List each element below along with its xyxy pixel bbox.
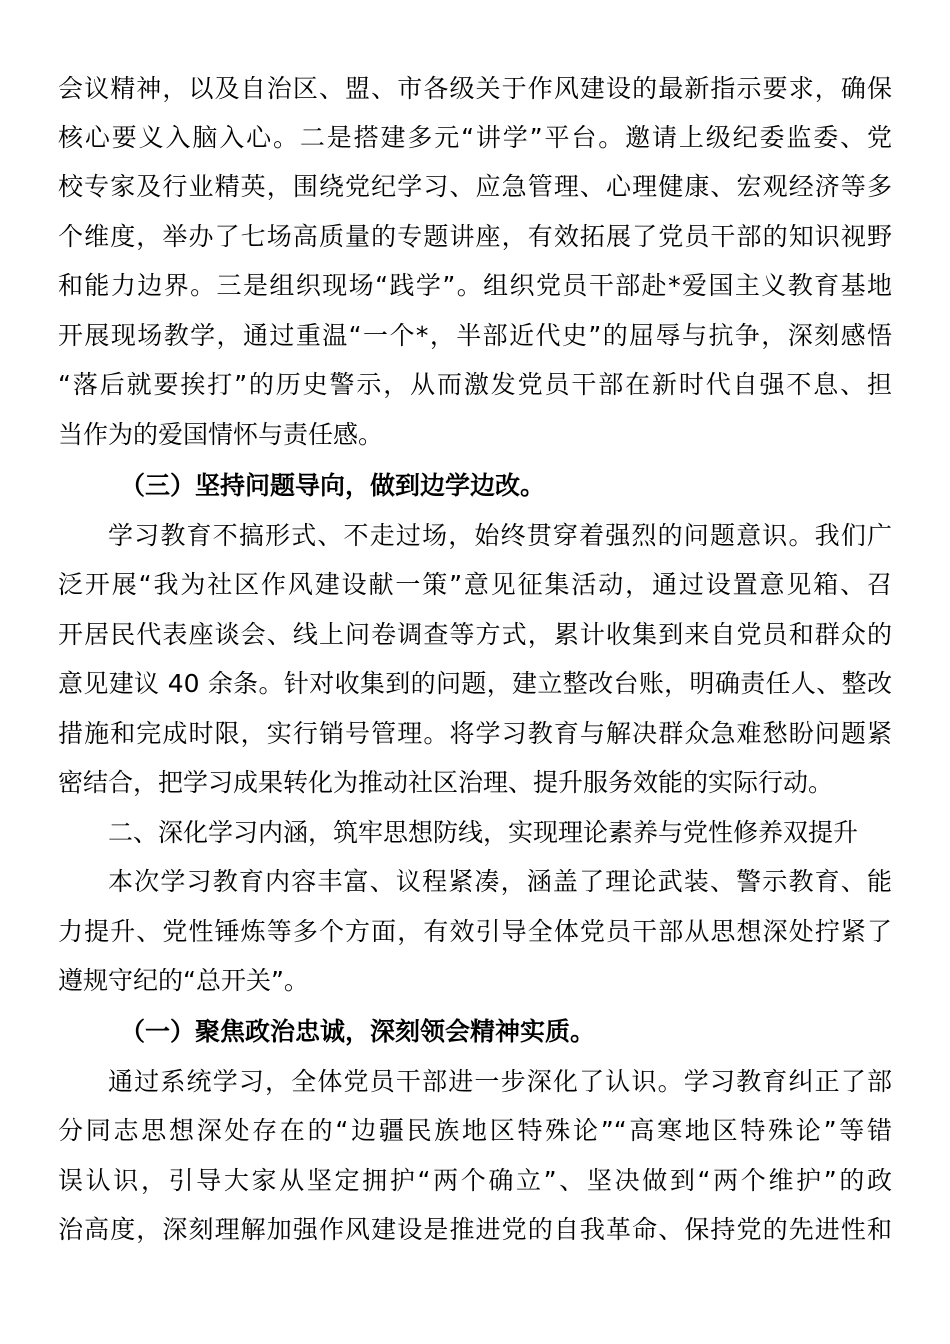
text-line-1: 会议精神，以及自治区、盟、市各级关于作风建设的最新指示要求，确保 [58,74,892,103]
text-line-23: 误认识，引导大家从坚定拥护“两个确立”、坚决做到“两个维护”的政 [58,1166,892,1195]
text-line-2: 核心要义入脑入心。二是搭建多元“讲学”平台。邀请上级纪委监委、党 [58,123,892,152]
text-line-3: 校专家及行业精英，围绕党纪学习、应急管理、心理健康、宏观经济等多 [58,172,892,201]
text-line-10: 学习教育不搞形式、不走过场，始终贯穿着强烈的问题意识。我们广 [108,521,892,550]
text-line-4: 个维度，举办了七场高质量的专题讲座，有效拓展了党员干部的知识视野 [58,222,892,251]
text-line-8: 当作为的爱国情怀与责任感。 [58,420,384,449]
text-line-6: 开展现场教学，通过重温“一个*，半部近代史”的屈辱与抗争，深刻感悟 [58,321,892,350]
text-line-13: 意见建议 40 余条。针对收集到的问题，建立整改台账，明确责任人、整改 [58,669,892,698]
section-heading-1: （一）聚焦政治忠诚，深刻领会精神实质。 [120,1017,596,1046]
text-line-5: 和能力边界。三是组织现场“践学”。组织党员干部赴*爱国主义教育基地 [58,271,892,300]
text-line-15: 密结合，把学习成果转化为推动社区治理、提升服务效能的实际行动。 [58,768,834,797]
text-line-19: 遵规守纪的“总开关”。 [58,966,309,995]
chapter-heading-2: 二、深化学习内涵，筑牢思想防线，实现理论素养与党性修养双提升 [108,818,859,847]
text-line-11: 泛开展“我为社区作风建设献一策”意见征集活动，通过设置意见箱、召 [58,570,892,599]
text-line-24: 治高度，深刻理解加强作风建设是推进党的自我革命、保持党的先进性和 [58,1215,892,1244]
text-line-17: 本次学习教育内容丰富、议程紧凑，涵盖了理论武装、警示教育、能 [108,867,892,896]
text-line-14: 措施和完成时限，实行销号管理。将学习教育与解决群众急难愁盼问题紧 [58,719,892,748]
section-heading-3: （三）坚持问题导向，做到边学边改。 [120,471,546,500]
text-line-22: 分同志思想深处存在的“边疆民族地区特殊论”“高寒地区特殊论”等错 [58,1116,892,1145]
text-line-18: 力提升、党性锤炼等多个方面，有效引导全体党员干部从思想深处拧紧了 [58,917,892,946]
text-line-12: 开居民代表座谈会、线上问卷调查等方式，累计收集到来自党员和群众的 [58,620,892,649]
text-line-21: 通过系统学习，全体党员干部进一步深化了认识。学习教育纠正了部 [108,1067,892,1096]
text-line-7: “落后就要挨打”的历史警示，从而激发党员干部在新时代自强不息、担 [58,370,892,399]
